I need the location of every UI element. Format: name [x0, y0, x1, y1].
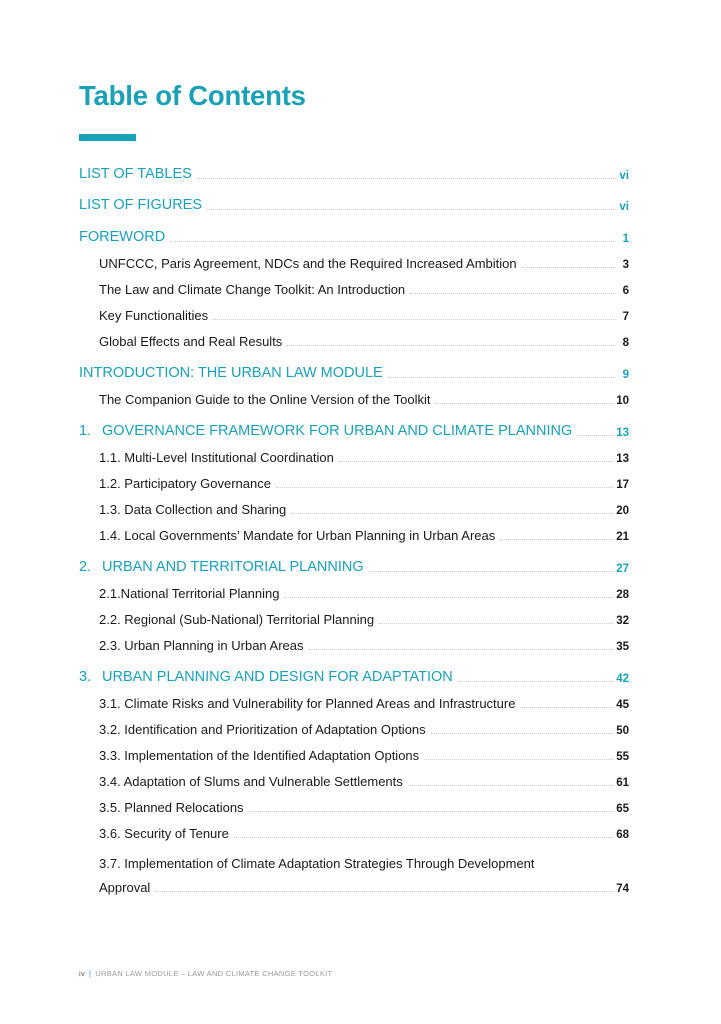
- leader-dots: [291, 513, 613, 514]
- toc-entry-page: 35: [616, 641, 629, 653]
- toc-entry-text: 1.2. Participatory Governance: [99, 476, 271, 491]
- toc-entry-label: [99, 502, 286, 517]
- leader-dots: [197, 178, 616, 179]
- toc-entry-label: [99, 528, 495, 543]
- toc-entry-text: 1.1. Multi-Level Institutional Coordination: [99, 450, 334, 465]
- toc-entry[interactable]: [79, 197, 629, 213]
- leader-dots: [577, 435, 613, 436]
- toc-entry-page: 42: [616, 673, 629, 685]
- toc-entry[interactable]: [99, 528, 629, 543]
- toc-entry-page: 9: [622, 369, 629, 381]
- toc-entry[interactable]: [79, 669, 629, 685]
- leader-dots: [155, 891, 613, 892]
- toc-entry-text: 2.2. Regional (Sub-National) Territorial Planning: [99, 612, 375, 627]
- toc-entry-page: 1: [622, 233, 629, 245]
- toc-entry[interactable]: [99, 392, 629, 407]
- leader-dots: [522, 267, 616, 268]
- leader-dots: [276, 487, 613, 488]
- toc-entry-page: 65: [616, 803, 629, 815]
- toc-entry-text: LIST OF FIGURES: [79, 197, 203, 213]
- toc-entry-text: 3.1. Climate Risks and Vulnerability for Planned Areas and Infrastructure: [99, 696, 516, 711]
- toc-entry-text: FOREWORD: [79, 229, 166, 245]
- toc-entry-text: 3.2. Identification and Prioritization of Adaptation Options: [99, 722, 426, 737]
- toc-entry-number: 3.: [79, 669, 92, 685]
- leader-dots: [369, 571, 614, 572]
- toc-entry-label: [99, 774, 403, 789]
- toc-entry-label: [99, 826, 229, 841]
- toc-entry-label: [99, 800, 244, 815]
- toc-entry[interactable]: [79, 423, 629, 439]
- toc-entry-text: Key Functionalities: [99, 308, 209, 323]
- toc-entry-page: 27: [616, 563, 629, 575]
- toc-entry-text: 1.3. Data Collection and Sharing: [99, 502, 287, 517]
- leader-dots: [213, 319, 616, 320]
- toc-entry-label: [79, 197, 202, 213]
- page-footer: [79, 969, 332, 978]
- leader-dots: [500, 539, 613, 540]
- toc-entry[interactable]: [99, 450, 629, 465]
- toc-entry-label: [99, 748, 419, 763]
- toc-entry-page: 7: [622, 311, 629, 323]
- toc-entry-text: Global Effects and Real Results: [99, 334, 283, 349]
- toc-entry-label: [99, 722, 426, 737]
- toc-entry-label: [79, 669, 453, 685]
- toc-entry-page: 13: [616, 453, 629, 465]
- leader-dots: [287, 345, 616, 346]
- leader-dots: [408, 785, 613, 786]
- toc-entry[interactable]: [79, 229, 629, 245]
- toc-entry-number: 1.: [79, 423, 92, 439]
- toc-entry[interactable]: [99, 748, 629, 763]
- footer-page-number: iv: [79, 969, 86, 978]
- toc-entry[interactable]: [99, 774, 629, 789]
- toc-entry-text: 3.4. Adaptation of Slums and Vulnerable Settlements: [99, 774, 403, 789]
- footer-text: URBAN LAW MODULE – LAW AND CLIMATE CHANGE TOOLKIT: [95, 969, 333, 978]
- leader-dots: [410, 293, 616, 294]
- toc-entry-label: [79, 365, 383, 381]
- toc-entry[interactable]: [99, 586, 629, 601]
- toc-entry[interactable]: [99, 308, 629, 323]
- page-title: Table of Contents: [79, 80, 306, 111]
- toc-entry-text: 3.6. Security of Tenure: [99, 826, 229, 841]
- toc-entry-label-continued: Approval: [99, 880, 151, 895]
- toc-entry-page: vi: [619, 201, 629, 213]
- leader-dots: [388, 377, 616, 378]
- toc-entry-page: 3: [622, 259, 629, 271]
- toc-entry-page: 21: [616, 531, 629, 543]
- toc-entry-label: 3.7. Implementation of Climate Adaptation Strategies Through Development: [99, 856, 535, 871]
- toc-entry-page: 74: [616, 883, 629, 895]
- toc-entry[interactable]: [99, 502, 629, 517]
- toc-entry-3-7[interactable]: [99, 856, 629, 895]
- toc-entry[interactable]: [99, 256, 629, 271]
- toc-entry-text: The Companion Guide to the Online Version of the Toolkit: [99, 392, 431, 407]
- leader-dots: [249, 811, 614, 812]
- toc-entry-label: [99, 612, 374, 627]
- toc-entry-label: [99, 586, 279, 601]
- toc-entry[interactable]: [99, 282, 629, 297]
- leader-dots: [458, 681, 613, 682]
- toc-entry-label: [99, 450, 334, 465]
- toc-entry-label: [99, 282, 405, 297]
- toc-entry-page: 20: [616, 505, 629, 517]
- toc-entry-text: UNFCCC, Paris Agreement, NDCs and the Required Increased Ambition: [99, 256, 517, 271]
- toc-entry[interactable]: [79, 365, 629, 381]
- toc-entry-label: [79, 423, 572, 439]
- toc-entry[interactable]: [99, 638, 629, 653]
- leader-dots: [309, 649, 614, 650]
- toc-entry-page: 17: [616, 479, 629, 491]
- leader-dots: [431, 733, 614, 734]
- leader-dots: [424, 759, 613, 760]
- leader-dots: [435, 403, 613, 404]
- toc-entry-text: 1.4. Local Governments’ Mandate for Urban Planning in Urban Areas: [99, 528, 496, 543]
- toc-entry-text: GOVERNANCE FRAMEWORK FOR URBAN AND CLIMATE PLANNING: [102, 423, 573, 439]
- toc-entry-text: 3.3. Implementation of the Identified Adaptation Options: [99, 748, 420, 763]
- toc-entry[interactable]: [99, 476, 629, 491]
- toc-entry-text: URBAN AND TERRITORIAL PLANNING: [102, 559, 364, 575]
- toc-entry-page: 8: [622, 337, 629, 349]
- toc-entry-page: 10: [616, 395, 629, 407]
- toc-entry-text: 2.3. Urban Planning in Urban Areas: [99, 638, 304, 653]
- toc-entry-text: LIST OF TABLES: [79, 166, 192, 182]
- toc-entry-label: [79, 559, 364, 575]
- toc-entry-page: 55: [616, 751, 629, 763]
- toc-entry[interactable]: [99, 826, 629, 841]
- toc-entry-page: 6: [622, 285, 629, 297]
- toc-entry-label: [79, 166, 192, 182]
- toc-entry-page: 13: [616, 427, 629, 439]
- toc-entry-label: [99, 696, 515, 711]
- toc-entry-page: 68: [616, 829, 629, 841]
- leader-dots: [339, 461, 613, 462]
- leader-dots: [379, 623, 613, 624]
- toc-entry-label: [79, 229, 165, 245]
- toc-entry-page: vi: [619, 170, 629, 182]
- leader-dots: [170, 241, 616, 242]
- toc-entry-label: [99, 392, 430, 407]
- leader-dots: [284, 597, 613, 598]
- toc-entry[interactable]: [99, 612, 629, 627]
- toc-entry[interactable]: [99, 722, 629, 737]
- toc-entry-page: 28: [616, 589, 629, 601]
- toc-entry-text: 2.1.National Territorial Planning: [99, 586, 280, 601]
- toc-entry-number: 2.: [79, 559, 92, 575]
- leader-dots: [207, 209, 616, 210]
- toc-entry[interactable]: [99, 696, 629, 711]
- toc-entry-page: 61: [616, 777, 629, 789]
- toc-entry-label: [99, 308, 208, 323]
- toc-entry-page: 50: [616, 725, 629, 737]
- title-underline-bar: [79, 134, 136, 141]
- toc-entry-text: The Law and Climate Change Toolkit: An Introduction: [99, 282, 406, 297]
- toc-entry[interactable]: [79, 166, 629, 182]
- toc-entry-text: URBAN PLANNING AND DESIGN FOR ADAPTATION: [102, 669, 453, 685]
- toc-entry-page: 32: [616, 615, 629, 627]
- leader-dots: [520, 707, 613, 708]
- toc-entry-page: 45: [616, 699, 629, 711]
- toc-entry-text: 3.5. Planned Relocations: [99, 800, 244, 815]
- toc-entry[interactable]: [99, 334, 629, 349]
- toc-entry-text: INTRODUCTION: THE URBAN LAW MODULE: [79, 365, 383, 381]
- toc-entry[interactable]: [99, 800, 629, 815]
- toc-entry-label: [99, 476, 271, 491]
- toc-entry-label: [99, 638, 304, 653]
- footer-separator: |: [89, 969, 92, 978]
- leader-dots: [234, 837, 613, 838]
- toc-entry-label: [99, 256, 517, 271]
- toc-entry[interactable]: [79, 559, 629, 575]
- toc-entry-label: [99, 334, 282, 349]
